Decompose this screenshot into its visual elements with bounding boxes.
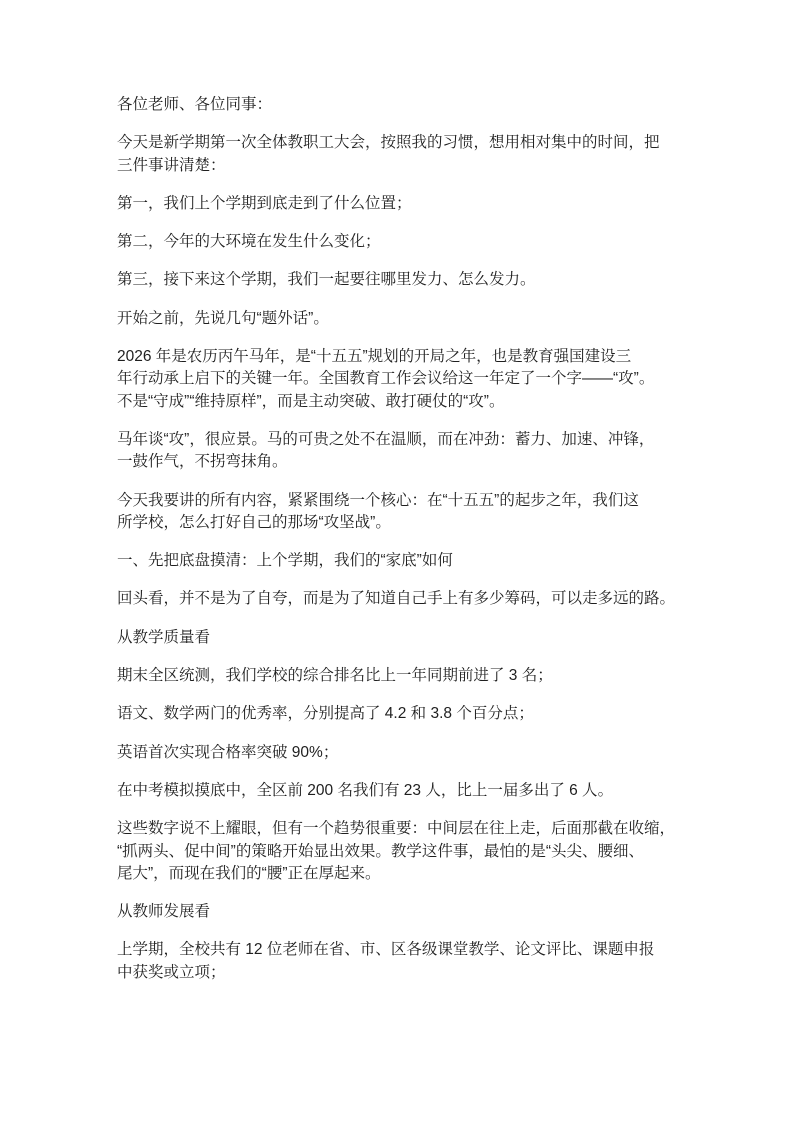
text-line: 语文、数学两门的优秀率，分别提高了 4.2 和 3.8 个百分点； [117,705,534,723]
text-line: 第三，接下来这个学期，我们一起要往哪里发力、怎么发力。 [117,271,536,289]
text-line: 一、先把底盘摸清：上个学期，我们的“家底”如何 [117,552,453,570]
text-line: 第一，我们上个学期到底走到了什么位置； [117,194,412,212]
text-line: 今天是新学期第一次全体教职工大会，按照我的习惯，想用相对集中的时间，把 [117,134,660,152]
text-line: 回头看，并不是为了自夸，而是为了知道自己手上有多少筹码，可以走多远的路。 [117,590,676,608]
paragraph-teacher-awards [117,939,675,984]
text-line: 从教师发展看 [117,903,211,921]
text-line: 开始之前，先说几句“题外话”。 [117,309,329,327]
heading-teaching-quality [117,627,675,649]
paragraph-point-two [117,231,675,253]
text-line: 中获奖或立项； [117,963,226,981]
paragraph-district-ranking [117,665,675,687]
text-line: 三件事讲清楚： [117,156,226,174]
paragraph-mock-exam [117,780,675,802]
text-line: 在中考模拟摸底中，全区前 200 名我们有 23 人，比上一届多出了 6 人。 [117,781,614,799]
text-line: 2026 年是农历丙午马年，是“十五五”规划的开局之年，也是教育强国建设三 [117,348,632,366]
paragraph-opening [117,132,675,177]
text-line: 期末全区统测，我们学校的综合排名比上一年同期前进了 3 名； [117,667,553,685]
paragraph-aside-intro [117,308,675,330]
text-line: 从教学质量看 [117,628,211,646]
paragraph-point-one [117,193,675,215]
paragraph-greeting [117,94,675,116]
text-line: 马年谈“攻”，很应景。马的可贵之处不在温顺，而在冲劲：蓄力、加速、冲锋， [117,430,655,448]
text-line: 所学校，怎么打好自己的那场“攻坚战”。 [117,513,391,531]
text-line: 年行动承上启下的关键一年。全国教育工作会议给这一年定了一个字——“攻”。 [117,370,655,388]
paragraph-review-purpose [117,588,675,610]
text-line: “抓两头、促中间”的策略开始显出效果。教学这件事，最怕的是“头尖、腰细、 [117,842,644,860]
text-line: 第二，今年的大环境在发生什么变化； [117,233,381,251]
text-line: 英语首次实现合格率突破 90%； [117,743,339,761]
text-line: 今天我要讲的所有内容，紧紧围绕一个核心：在“十五五”的起步之年，我们这 [117,491,639,509]
paragraph-point-three [117,269,675,291]
paragraph-trend-analysis [117,818,675,885]
heading-section-one [117,550,675,572]
text-line: 这些数字说不上耀眼，但有一个趋势很重要：中间层在往上走，后面那截在收缩， [117,820,676,838]
paragraph-excellence-rate [117,703,675,725]
paragraph-year-2026 [117,346,675,413]
text-line: 不是“守成”“维持原样”，而是主动突破、敢打硬仗的“攻”。 [117,392,505,410]
document-content [117,94,675,1000]
paragraph-core-theme [117,490,675,535]
paragraph-horse-spirit [117,429,675,474]
paragraph-english-pass-rate [117,742,675,764]
text-line: 尾大”，而现在我们的“腰”正在厚起来。 [117,864,381,882]
text-line: 上学期，全校共有 12 位老师在省、市、区各级课堂教学、论文评比、课题申报 [117,941,655,959]
text-line: 各位老师、各位同事： [117,96,273,113]
heading-teacher-development [117,901,675,923]
text-line: 一鼓作气，不拐弯抹角。 [117,453,288,471]
